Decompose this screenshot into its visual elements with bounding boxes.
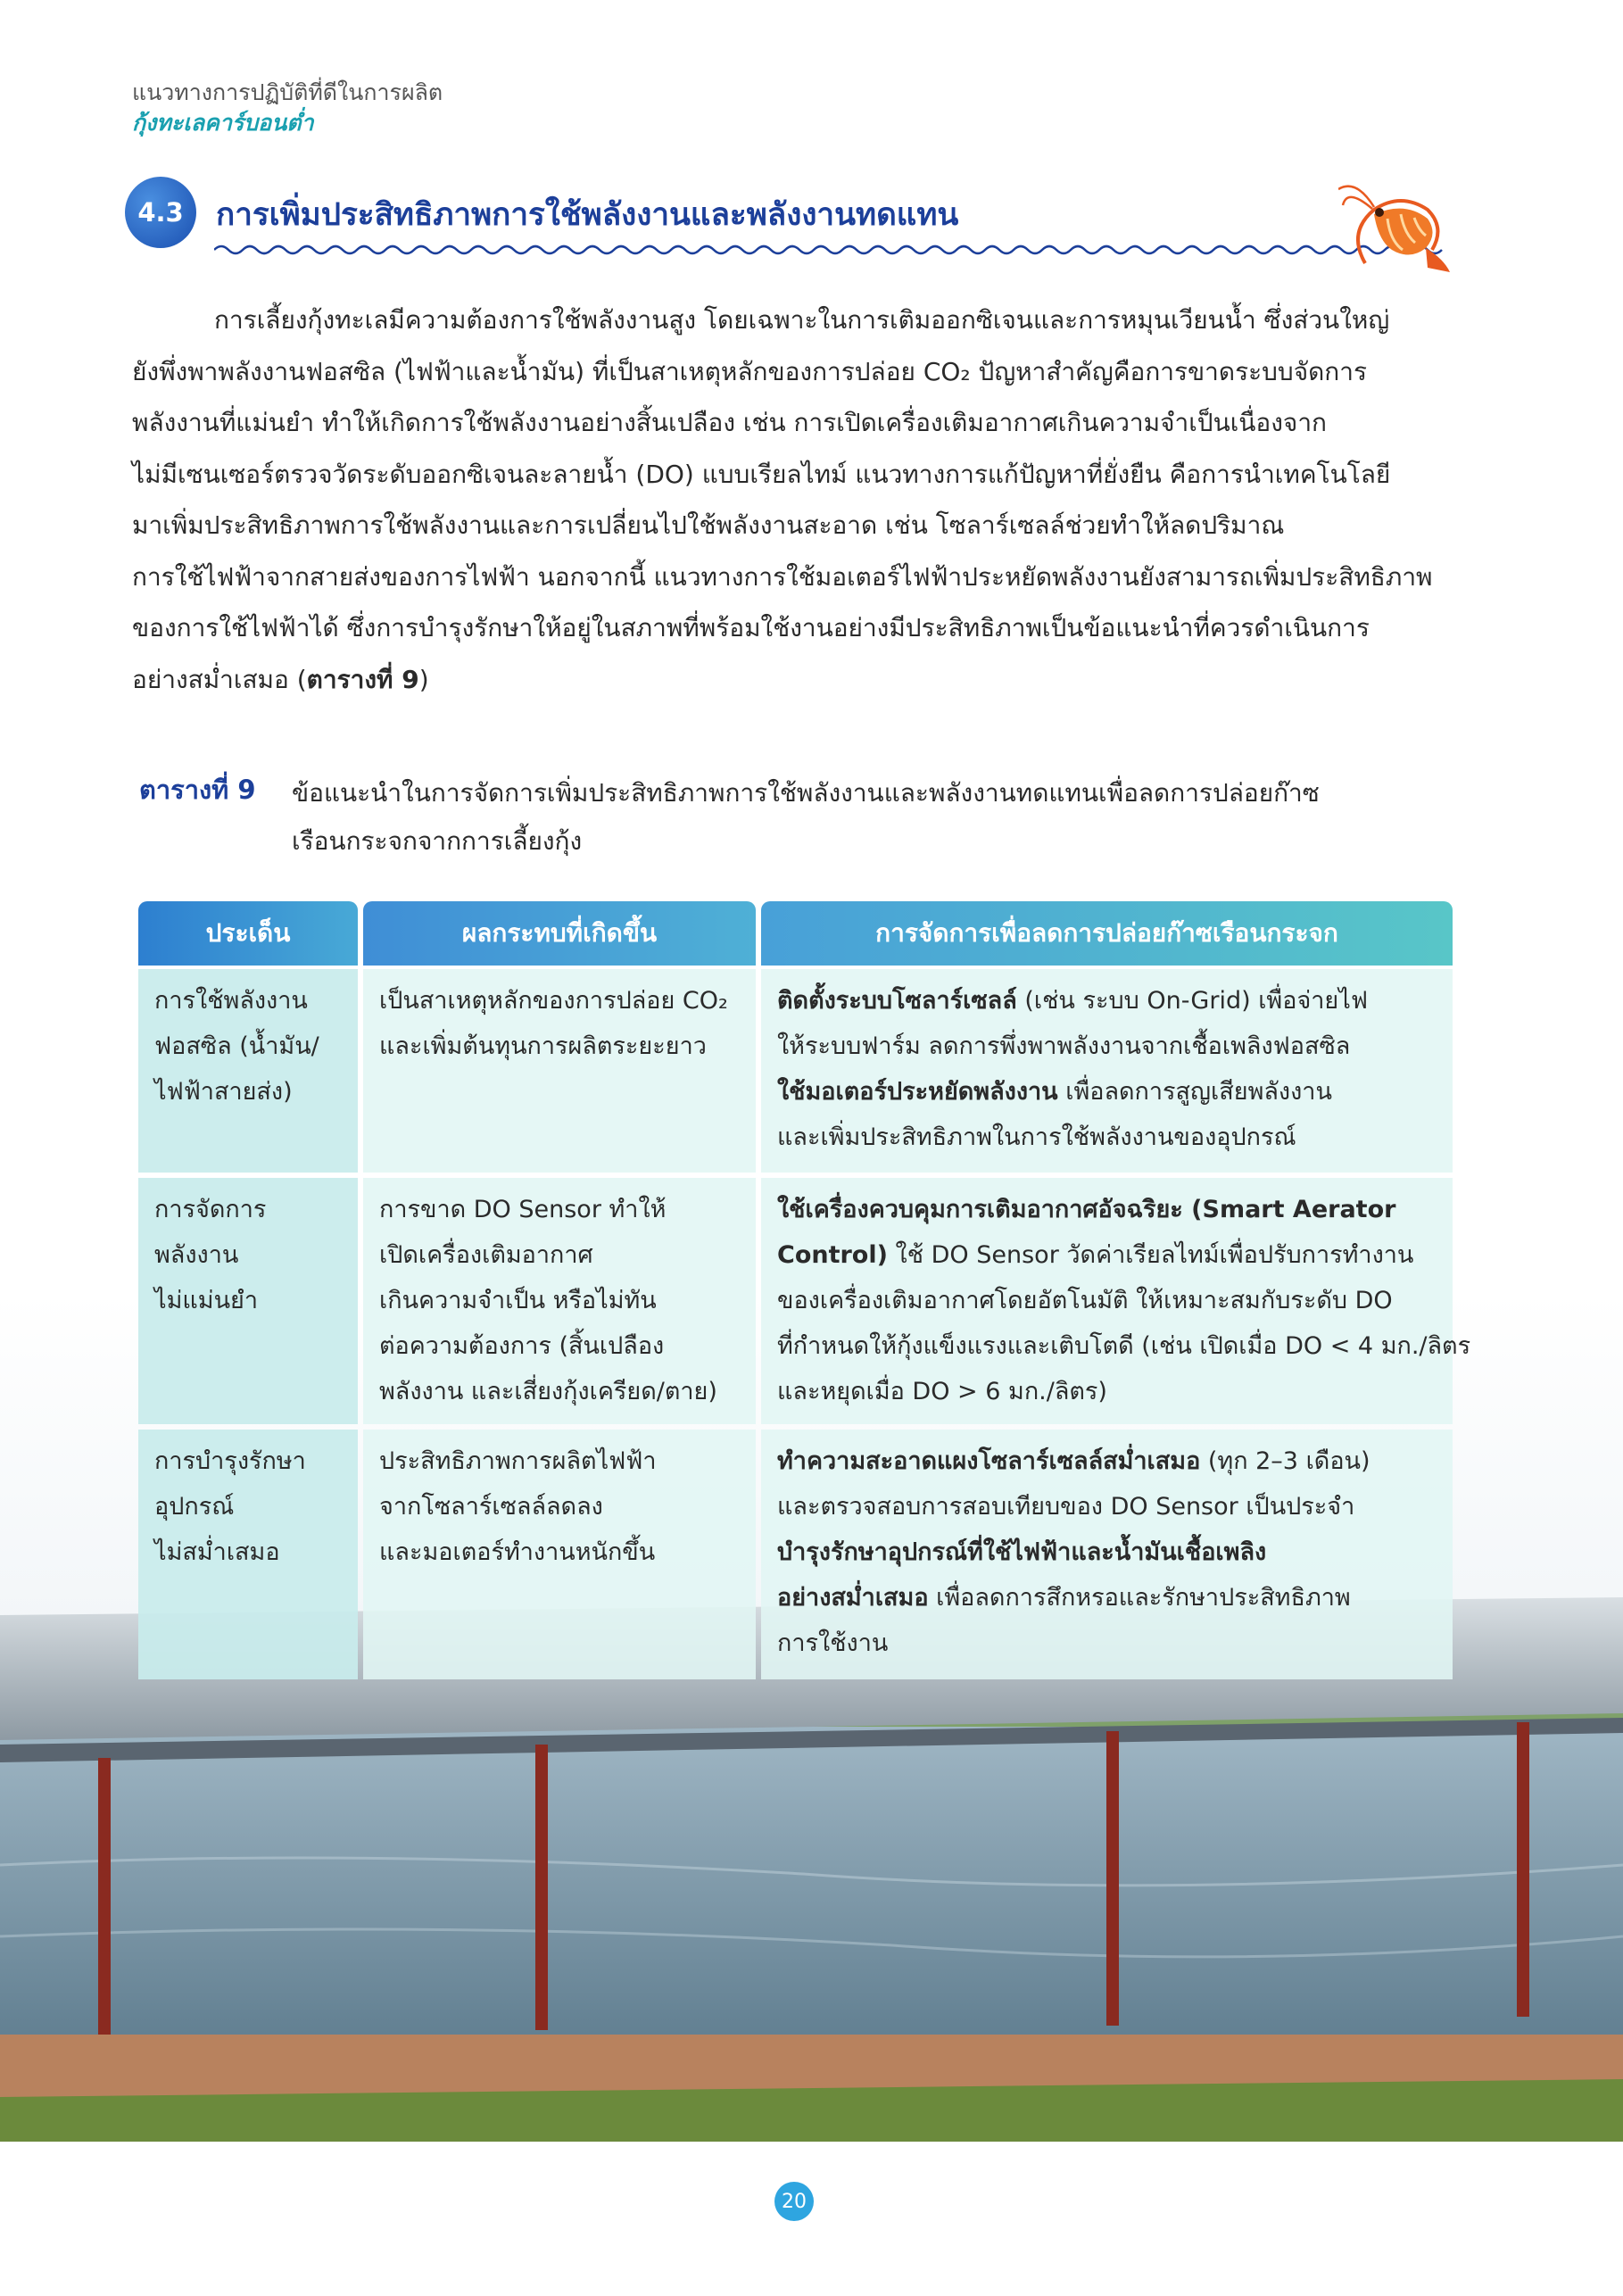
- cell-line: ให้ระบบฟาร์ม ลดการพึ่งพาพลังงานจากเชื้อเพลิงฟอสซิล: [777, 1032, 1351, 1060]
- cell-line: [777, 1069, 1453, 1115]
- paragraph-line: พลังงานที่แม่นยำ ทำให้เกิดการใช้พลังงานอย่างสิ้นเปลือง เช่น การเปิดเครื่องเติมอากาศเกินความจำเป็นเนื่องจาก: [132, 408, 1327, 437]
- cell-line: [777, 978, 1453, 1024]
- table-header-impact: ผลกระทบที่เกิดขึ้น: [363, 901, 756, 966]
- cell-line: พลังงาน: [154, 1241, 239, 1269]
- table-reference: ตารางที่ 9: [306, 664, 419, 694]
- table-header-issue: ประเด็น: [138, 901, 358, 966]
- cell-line: การใช้งาน: [777, 1629, 889, 1657]
- cell-text: ใช้ DO Sensor วัดค่าเรียลไทม์เพื่อปรับการทำงาน: [887, 1241, 1414, 1269]
- caption-line: ข้อแนะนำในการจัดการเพิ่มประสิทธิภาพการใช้พลังงานและพลังงานทดแทนเพื่อลดการปล่อยก๊าซ: [292, 778, 1320, 808]
- cell-line: และเพิ่มต้นทุนการผลิตระยะยาว: [379, 1032, 707, 1060]
- cell-line: ประสิทธิภาพการผลิตไฟฟ้า: [379, 1447, 657, 1475]
- caption-line: เรือนกระจกจากการเลี้ยงกุ้ง: [292, 826, 583, 856]
- cell-text: เพื่อลดการสูญเสียพลังงาน: [1057, 1078, 1332, 1106]
- cell-line: [777, 1575, 1453, 1620]
- table-cell-impact: [363, 969, 756, 1173]
- cell-bold: บำรุงรักษาอุปกรณ์ที่ใช้ไฟฟ้าและน้ำมันเชื้อเพลิง: [777, 1538, 1267, 1566]
- cell-line: ต่อความต้องการ (สิ้นเปลือง: [379, 1332, 665, 1360]
- table-cell-management: [761, 969, 1453, 1173]
- table-header-management: การจัดการเพื่อลดการปล่อยก๊าซเรือนกระจก: [761, 901, 1453, 966]
- cell-text: เพื่อลดการสึกหรอและรักษาประสิทธิภาพ: [928, 1584, 1351, 1612]
- cell-line: อุปกรณ์: [154, 1493, 235, 1521]
- paragraph-line: ไม่มีเซนเซอร์ตรวจวัดระดับออกซิเจนละลายน้ำ (DO) แบบเรียลไทม์ แนวทางการแก้ปัญหาที่ยั่งยืน คือการนำเทคโนโลยี: [132, 459, 1391, 489]
- paragraph-line: มาเพิ่มประสิทธิภาพการใช้พลังงานและการเปลี่ยนไปใช้พลังงานสะอาด เช่น โซลาร์เซลล์ช่วยทำให้ลดปริมาณ: [132, 510, 1285, 540]
- cell-line: ไฟฟ้าสายส่ง): [154, 1078, 293, 1106]
- paragraph-line: ของการใช้ไฟฟ้าได้ ซึ่งการบำรุงรักษาให้อยู่ในสภาพที่พร้อมใช้งานอย่างมีประสิทธิภาพเป็นข้อแนะนำที่ควรดำเนินการ: [132, 613, 1370, 642]
- cell-line: การจัดการ: [154, 1196, 267, 1223]
- cell-text: (เช่น ระบบ On-Grid) เพื่อจ่ายไฟ: [1016, 987, 1368, 1015]
- cell-line: จากโซลาร์เซลล์ลดลง: [379, 1493, 603, 1521]
- cell-line: การบำรุงรักษา: [154, 1447, 306, 1475]
- cell-line: เป็นสาเหตุหลักของการปล่อย CO₂: [379, 987, 728, 1015]
- wave-divider: [214, 241, 1454, 259]
- cell-line: พลังงาน และเสี่ยงกุ้งเครียด/ตาย): [379, 1378, 717, 1405]
- running-header-subtitle: กุ้งทะเลคาร์บอนต่ำ: [132, 110, 314, 136]
- table-cell-impact: [363, 1430, 756, 1679]
- running-header-title: แนวทางการปฏิบัติที่ดีในการผลิต: [132, 79, 443, 105]
- cell-line: ไม่แม่นยำ: [154, 1287, 259, 1314]
- table-cell-issue: [138, 969, 358, 1173]
- cell-bold: ทำความสะอาดแผงโซลาร์เซลล์สม่ำเสมอ: [777, 1447, 1201, 1475]
- paragraph-text: อย่างสม่ำเสมอ (: [132, 664, 307, 694]
- cell-bold: ติดตั้งระบบโซลาร์เซลล์: [777, 987, 1017, 1015]
- table-cell-issue: [138, 1178, 358, 1424]
- cell-line: การใช้พลังงาน: [154, 987, 308, 1015]
- cell-line: [777, 1529, 1453, 1575]
- cell-line: [777, 1232, 1453, 1278]
- section-title: การเพิ่มประสิทธิภาพการใช้พลังงานและพลังงานทดแทน: [216, 197, 959, 233]
- paragraph-line: การเลี้ยงกุ้งทะเลมีความต้องการใช้พลังงานสูง โดยเฉพาะในการเติมออกซิเจนและการหมุนเวียนน้ำ ซึ่งส่วนใหญ่: [214, 305, 1390, 335]
- cell-line: ที่กำหนดให้กุ้งแข็งแรงและเติบโตดี (เช่น เปิดเมื่อ DO < 4 มก./ลิตร: [777, 1332, 1471, 1360]
- table-cell-impact: [363, 1178, 756, 1424]
- cell-line: การขาด DO Sensor ทำให้: [379, 1196, 667, 1223]
- paragraph-line: [132, 654, 1454, 706]
- paragraph-line: ยังพึ่งพาพลังงานฟอสซิล (ไฟฟ้าและน้ำมัน) ที่เป็นสาเหตุหลักของการปล่อย CO₂ ปัญหาสำคัญคือการขาดระบบจัดการ: [132, 356, 1368, 386]
- cell-bold: ใช้เครื่องควบคุมการเติมอากาศอัจฉริยะ (Smart Aerator: [777, 1196, 1396, 1223]
- cell-line: และหยุดเมื่อ DO > 6 มก./ลิตร): [777, 1378, 1107, 1405]
- cell-line: ไม่สม่ำเสมอ: [154, 1538, 280, 1566]
- paragraph-line: การใช้ไฟฟ้าจากสายส่งของการไฟฟ้า นอกจากนี้ แนวทางการใช้มอเตอร์ไฟฟ้าประหยัดพลังงานยังสามารถเพิ่มประสิทธิภาพ: [132, 561, 1433, 592]
- page-number: 20: [774, 2182, 814, 2221]
- body-paragraph: [132, 294, 1454, 705]
- cell-line: ฟอสซิล (น้ำมัน/: [154, 1032, 319, 1060]
- paragraph-text: ): [418, 664, 429, 694]
- table-cell-issue: [138, 1430, 358, 1679]
- table-cell-management: [761, 1178, 1471, 1424]
- cell-line: และตรวจสอบการสอบเทียบของ DO Sensor เป็นประจำ: [777, 1493, 1355, 1521]
- cell-line: และเพิ่มประสิทธิภาพในการใช้พลังงานของอุปกรณ์: [777, 1123, 1296, 1151]
- cell-bold: อย่างสม่ำเสมอ: [777, 1584, 929, 1612]
- cell-line: ของเครื่องเติมอากาศโดยอัตโนมัติ ให้เหมาะสมกับระดับ DO: [777, 1287, 1393, 1314]
- cell-line: เปิดเครื่องเติมอากาศ: [379, 1241, 593, 1269]
- cell-line: เกินความจำเป็น หรือไม่ทัน: [379, 1287, 657, 1314]
- cell-text: (ทุก 2–3 เดือน): [1200, 1447, 1370, 1475]
- cell-line: [777, 1187, 1453, 1232]
- cell-bold: Control): [777, 1241, 888, 1269]
- cell-bold: ใช้มอเตอร์ประหยัดพลังงาน: [777, 1078, 1058, 1106]
- table-cell-management: [761, 1430, 1453, 1679]
- section-number-badge: 4.3: [125, 177, 196, 248]
- table-caption-label: ตารางที่ 9: [139, 775, 256, 805]
- shrimp-icon: [1338, 178, 1454, 277]
- cell-line: [777, 1438, 1453, 1484]
- cell-line: และมอเตอร์ทำงานหนักขึ้น: [379, 1538, 656, 1566]
- table-caption-text: [292, 769, 1452, 866]
